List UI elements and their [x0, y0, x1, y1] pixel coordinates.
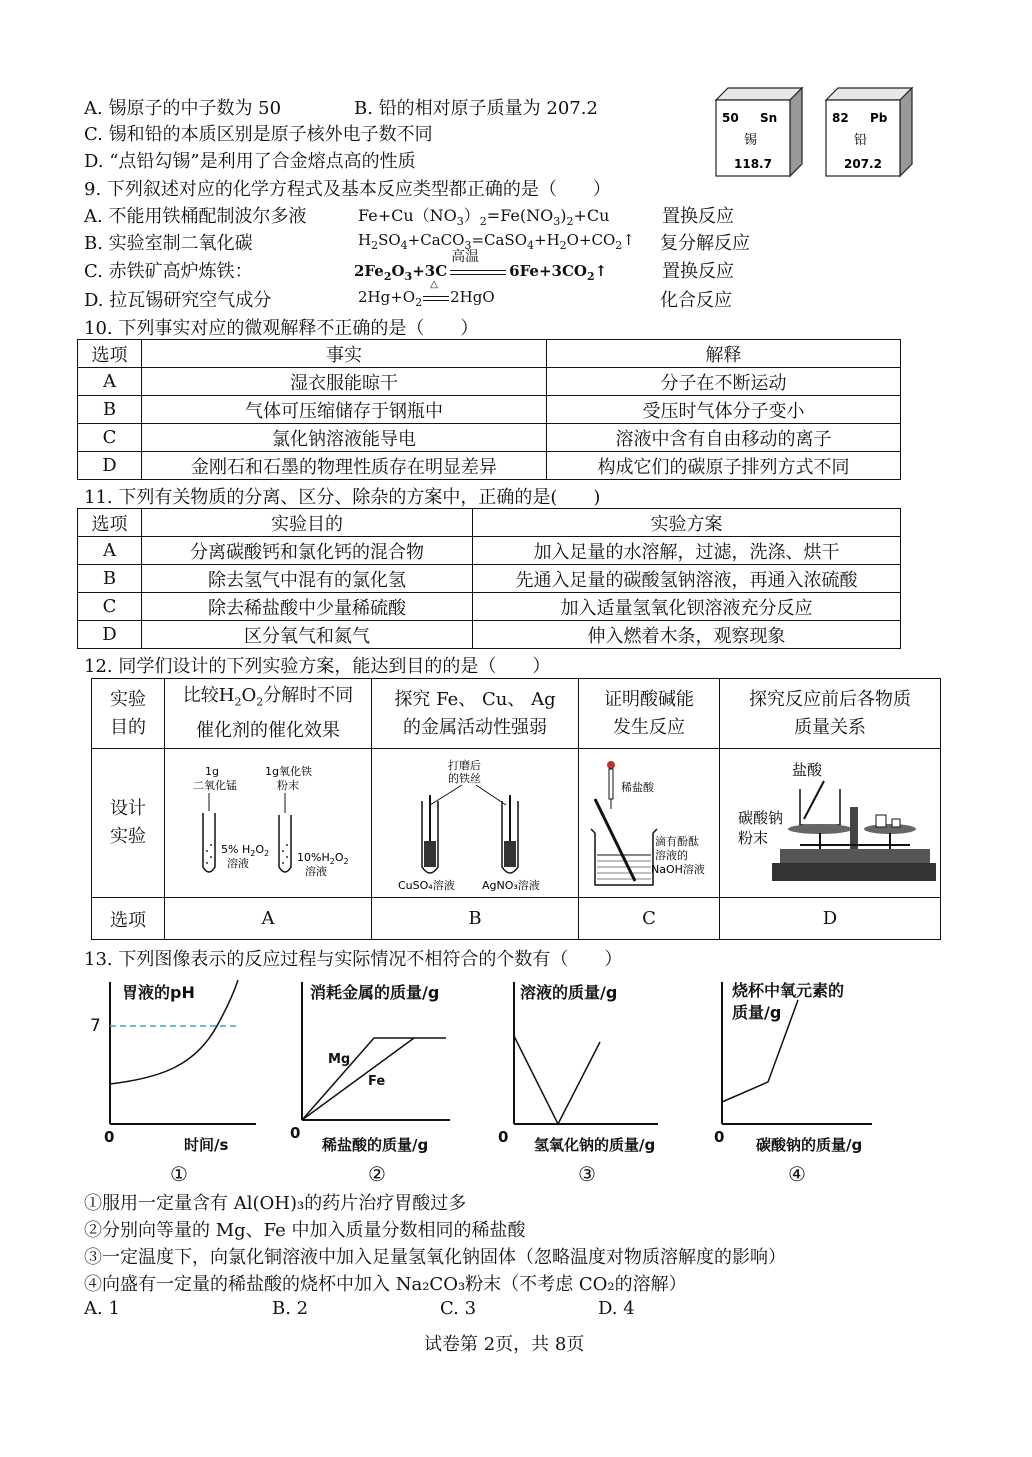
- q11-stem: 11. 下列有关物质的分离、区分、除杂的方案中，正确的是( ): [84, 487, 601, 508]
- q13-choice-c: C. 3: [440, 1298, 477, 1319]
- q12-goal-b: 探究 Fe、 Cu、 Ag 的金属活动性强弱: [372, 679, 579, 749]
- q12-figure-a: [165, 749, 372, 898]
- q10-table: [77, 339, 901, 480]
- q9-option-b: B. 实验室制二氧化碳: [84, 233, 253, 254]
- table-cell: 溶液中含有自由移动的离子: [547, 424, 901, 452]
- graph-ylabel: 溶液的质量/g: [520, 983, 618, 1002]
- table-header: 事实: [142, 340, 547, 368]
- table-cell: 湿衣服能晾干: [142, 368, 547, 396]
- table-cell: 构成它们的碳原子排列方式不同: [547, 452, 901, 480]
- q8-option-c: C. 锡和铅的本质区别是原子核外电子数不同: [84, 124, 433, 145]
- element-number: 50: [722, 111, 739, 125]
- svg-text:10%H2O2: $10\%H_2O_2$: [297, 851, 349, 866]
- element-name: 铅: [854, 133, 868, 148]
- graph-number: ②: [368, 1162, 386, 1186]
- graph-number: ①: [170, 1162, 188, 1186]
- table-cell: C: [78, 593, 142, 621]
- q12-figure-c: [579, 749, 720, 898]
- graph-origin: 0: [498, 1128, 509, 1146]
- graph-ylabel: 质量/g: [732, 1003, 782, 1022]
- q12-option-label: C: [579, 898, 720, 940]
- table-header: 选项: [78, 509, 142, 537]
- element-number: 82: [832, 111, 849, 125]
- graph-xlabel: 氢氧化钠的质量/g: [534, 1136, 656, 1154]
- q12-figure-d: [720, 749, 941, 898]
- graph-4-plot: [716, 978, 876, 1128]
- svg-text:CuSO₄溶液: CuSO₄溶液: [398, 879, 455, 892]
- balance-d-figure: [720, 749, 936, 897]
- q9-type-b: 复分解反应: [660, 233, 750, 254]
- svg-text:粉末: 粉末: [738, 829, 769, 847]
- test-tubes-a-figure: [165, 749, 371, 897]
- q9-equation-b: $H_2SO_4+CaCO_3=CaSO_4+H_2O+CO_2↑$: [358, 231, 635, 252]
- svg-text:1g氧化铁: 1g氧化铁: [265, 765, 312, 778]
- graph-origin: 0: [714, 1128, 725, 1146]
- svg-text:5% H2O2: 5% $H_2O_2$: [221, 843, 270, 858]
- q13-choice-d: D. 4: [598, 1298, 635, 1319]
- element-name: 锡: [744, 133, 758, 148]
- element-card-lead: [822, 86, 914, 178]
- q9-equation-c: $2Fe_2O_3+3C$ 高温 $6Fe+3CO_2↑$: [354, 262, 607, 283]
- svg-text:1g: 1g: [205, 765, 219, 778]
- page-footer: 试卷第 2页，共 8页: [424, 1334, 585, 1355]
- graph-xlabel: 稀盐酸的质量/g: [322, 1136, 429, 1154]
- element-mass: 118.7: [734, 157, 772, 171]
- q9-type-a: 置换反应: [662, 206, 734, 227]
- q13-choice-a: A. 1: [84, 1298, 120, 1319]
- q9-stem: 9. 下列叙述对应的化学方程式及基本反应类型都正确的是（ ）: [84, 179, 611, 200]
- q12-row3-head: 选项: [92, 898, 165, 940]
- table-cell: D: [78, 621, 142, 649]
- table-cell: 区分氧气和氮气: [142, 621, 473, 649]
- series-label-fe: Fe: [368, 1074, 386, 1089]
- table-cell: 除去稀盐酸中少量稀硫酸: [142, 593, 473, 621]
- table-cell: D: [78, 452, 142, 480]
- svg-text:盐酸: 盐酸: [792, 761, 823, 779]
- q12-goal-a: 比较$H_2O_2$分解时不同 催化剂的催化效果: [165, 679, 372, 749]
- beaker-c-figure: [579, 749, 719, 897]
- table-cell: 分离碳酸钙和氯化钙的混合物: [142, 537, 473, 565]
- graph-ylabel: 胃液的pH: [122, 983, 195, 1002]
- table-header: 选项: [78, 340, 142, 368]
- svg-text:溶液: 溶液: [227, 857, 249, 870]
- q11-table: [77, 508, 901, 649]
- q12-option-label: A: [165, 898, 372, 940]
- q9-equation-d: $2Hg+O_2$ △ 2HgO: [358, 279, 495, 309]
- q9-option-a: A. 不能用铁桶配制波尔多液: [84, 206, 307, 227]
- q12-figure-b: [372, 749, 579, 898]
- graph-number: ③: [578, 1162, 596, 1186]
- table-cell: A: [78, 537, 142, 565]
- svg-text:二氧化锰: 二氧化锰: [193, 779, 237, 792]
- graph-2-plot: [296, 978, 456, 1128]
- table-cell: A: [78, 368, 142, 396]
- q10-stem: 10. 下列事实对应的微观解释不正确的是（ ）: [84, 318, 479, 339]
- q12-option-label: B: [372, 898, 579, 940]
- table-cell: 加入足量的水溶解，过滤，洗涤、烘干: [473, 537, 901, 565]
- table-header: 实验目的: [142, 509, 473, 537]
- element-symbol: Sn: [760, 111, 778, 125]
- q13-statement-3: ③一定温度下，向氯化铜溶液中加入足量氢氧化钠固体（忽略温度对物质溶解度的影响）: [84, 1247, 786, 1268]
- q13-statement-1: ①服用一定量含有 Al(OH)₃的药片治疗胃酸过多: [84, 1193, 467, 1214]
- q12-goal-c: 证明酸碱能 发生反应: [579, 679, 720, 749]
- q13-statement-4: ④向盛有一定量的稀盐酸的烧杯中加入 Na₂CO₃粉末（不考虑 CO₂的溶解）: [84, 1274, 687, 1295]
- svg-text:AgNO₃溶液: AgNO₃溶液: [482, 879, 540, 892]
- graph-ylabel: 消耗金属的质量/g: [310, 983, 440, 1002]
- table-cell: 受压时气体分子变小: [547, 396, 901, 424]
- q13-stem: 13. 下列图像表示的反应过程与实际情况不相符合的个数有（ ）: [84, 949, 623, 970]
- svg-text:NaOH溶液: NaOH溶液: [651, 863, 705, 876]
- q9-condition: 高温: [451, 249, 480, 265]
- test-tubes-b-figure: [372, 749, 578, 897]
- q8-option-a: A. 锡原子的中子数为 50: [84, 98, 282, 119]
- graph-number: ④: [788, 1162, 806, 1186]
- svg-text:溶液: 溶液: [305, 865, 327, 878]
- svg-text:碳酸钠: 碳酸钠: [738, 809, 784, 827]
- q8-option-d: D. “点铅勾锡”是利用了合金熔点高的性质: [84, 151, 416, 172]
- q9-type-c: 置换反应: [662, 261, 734, 282]
- q13-choice-b: B. 2: [272, 1298, 309, 1319]
- table-cell: 伸入燃着木条，观察现象: [473, 621, 901, 649]
- q12-option-label: D: [720, 898, 941, 940]
- graph-ylabel: 烧杯中氧元素的: [732, 981, 845, 1000]
- q9-equation-a: $Fe+Cu(NO_3)_2=Fe(NO_3)_2+Cu$: [358, 206, 610, 229]
- graph-xlabel: 时间/s: [184, 1136, 229, 1154]
- table-cell: B: [78, 565, 142, 593]
- graph-3-plot: [508, 978, 668, 1128]
- q12-row2-head: 设计实验: [92, 749, 165, 898]
- svg-text:打磨后: 打磨后: [448, 759, 481, 772]
- table-cell: 除去氢气中混有的氯化氢: [142, 565, 473, 593]
- q9-option-c: C. 赤铁矿高炉炼铁：: [84, 261, 253, 282]
- graph-origin: 0: [104, 1128, 115, 1146]
- graph-xlabel: 碳酸钠的质量/g: [756, 1136, 863, 1154]
- q12-stem: 12. 同学们设计的下列实验方案，能达到目的的是（ ）: [84, 656, 551, 677]
- table-header: 解释: [547, 340, 901, 368]
- series-label-mg: Mg: [328, 1052, 351, 1067]
- q9-option-d: D. 拉瓦锡研究空气成分: [84, 290, 272, 311]
- svg-text:稀盐酸: 稀盐酸: [621, 781, 654, 794]
- q8-option-b: B. 铅的相对原子质量为 207.2: [354, 98, 598, 119]
- table-cell: C: [78, 424, 142, 452]
- table-cell: 金刚石和石墨的物理性质存在明显差异: [142, 452, 547, 480]
- q12-table: [91, 678, 941, 940]
- table-cell: 氯化钠溶液能导电: [142, 424, 547, 452]
- graph-1-plot: [100, 978, 260, 1128]
- element-symbol: Pb: [870, 111, 888, 125]
- q9-type-d: 化合反应: [660, 290, 732, 311]
- q12-row1-head: 实验目的: [92, 679, 165, 749]
- svg-text:滴有酚酞: 滴有酚酞: [655, 835, 699, 848]
- q13-statement-2: ②分别向等量的 Mg、Fe 中加入质量分数相同的稀盐酸: [84, 1220, 526, 1241]
- graph-tick: 7: [90, 1016, 101, 1036]
- svg-text:溶液的: 溶液的: [655, 849, 688, 862]
- table-cell: 先通入足量的碳酸氢钠溶液，再通入浓硫酸: [473, 565, 901, 593]
- graph-origin: 0: [290, 1124, 301, 1142]
- element-card-tin: [712, 86, 804, 178]
- svg-text:的铁丝: 的铁丝: [448, 772, 481, 785]
- table-cell: 气体可压缩储存于钢瓶中: [142, 396, 547, 424]
- svg-text:粉末: 粉末: [277, 779, 299, 792]
- table-cell: 分子在不断运动: [547, 368, 901, 396]
- table-cell: B: [78, 396, 142, 424]
- q12-goal-d: 探究反应前后各物质 质量关系: [720, 679, 941, 749]
- table-cell: 加入适量氢氧化钡溶液充分反应: [473, 593, 901, 621]
- table-header: 实验方案: [473, 509, 901, 537]
- element-mass: 207.2: [844, 157, 882, 171]
